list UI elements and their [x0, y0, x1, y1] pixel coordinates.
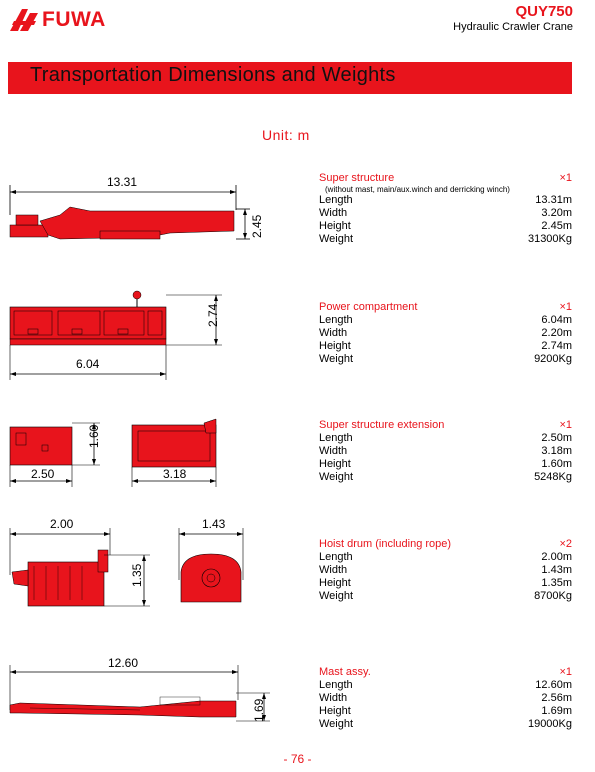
dim-drum-height: 1.35	[130, 563, 144, 587]
dim-super-length: 13.31	[107, 175, 138, 189]
spec-label: Weight	[319, 353, 354, 365]
page-title: Transportation Dimensions and Weights	[30, 64, 396, 86]
spec-value: 2.56m	[541, 692, 572, 704]
dim-power-height: 2.74	[206, 303, 220, 327]
spec-value: 3.20m	[541, 207, 572, 219]
spec-qty: ×1	[559, 301, 572, 313]
spec-label: Length	[319, 432, 353, 444]
spec-value: 19000Kg	[527, 718, 572, 730]
spec-note: (without mast, main/aux.winch and derricking winch)	[325, 185, 510, 194]
spec-value: 31300Kg	[527, 233, 572, 245]
spec-value: 2.50m	[541, 432, 572, 444]
dim-super-height: 2.45	[250, 214, 264, 238]
unit-label: Unit: m	[262, 127, 310, 143]
spec-mast-assy	[319, 666, 572, 731]
spec-label: Height	[319, 458, 351, 470]
product-name: Hydraulic Crawler Crane	[453, 21, 573, 33]
spec-label: Height	[319, 340, 351, 352]
spec-label: Width	[319, 564, 348, 576]
spec-label: Height	[319, 705, 351, 717]
brand-name: FUWA	[42, 8, 106, 31]
spec-value: 1.69m	[541, 705, 572, 717]
dim-ext-height: 1.60	[87, 424, 101, 448]
spec-value: 1.60m	[541, 458, 572, 470]
spec-value: 9200Kg	[534, 353, 572, 365]
model-number: QUY750	[515, 3, 573, 20]
spec-value: 8700Kg	[534, 590, 572, 602]
spec-title: Super structure	[319, 172, 395, 184]
spec-label: Weight	[319, 471, 354, 483]
spec-super-structure	[319, 172, 572, 246]
spec-qty: ×2	[559, 538, 572, 550]
spec-title: Mast assy.	[319, 666, 371, 678]
spec-label: Length	[319, 194, 353, 206]
dim-drum-width: 1.43	[202, 517, 226, 531]
spec-value: 5248Kg	[534, 471, 572, 483]
spec-value: 6.04m	[541, 314, 572, 326]
spec-qty: ×1	[559, 666, 572, 678]
brand-logo	[8, 6, 118, 34]
spec-value: 3.18m	[541, 445, 572, 457]
dim-ext-length: 2.50	[31, 467, 55, 481]
spec-value: 2.45m	[541, 220, 572, 232]
spec-title: Power compartment	[319, 301, 418, 313]
dim-mast-length: 12.60	[108, 656, 139, 670]
spec-power-compartment	[319, 301, 572, 366]
dim-mast-height: 1.69	[252, 698, 266, 722]
spec-label: Height	[319, 220, 351, 232]
spec-label: Length	[319, 551, 353, 563]
power-compartment-drawing	[0, 285, 240, 385]
spec-label: Width	[319, 445, 348, 457]
dim-drum-length: 2.00	[50, 517, 74, 531]
spec-value: 1.35m	[541, 577, 572, 589]
spec-title: Hoist drum (including rope)	[319, 538, 452, 550]
spec-value: 12.60m	[535, 679, 572, 691]
spec-qty: ×1	[559, 172, 572, 184]
hoist-drum-front-drawing	[175, 520, 255, 610]
dim-power-length: 6.04	[76, 357, 100, 371]
spec-value: 13.31m	[535, 194, 572, 206]
spec-label: Weight	[319, 718, 354, 730]
spec-label: Width	[319, 692, 348, 704]
spec-label: Weight	[319, 233, 354, 245]
spec-label: Weight	[319, 590, 354, 602]
spec-value: 1.43m	[541, 564, 572, 576]
spec-label: Width	[319, 327, 348, 339]
spec-value: 2.20m	[541, 327, 572, 339]
spec-label: Length	[319, 314, 353, 326]
spec-label: Width	[319, 207, 348, 219]
spec-title: Super structure extension	[319, 419, 445, 431]
spec-value: 2.00m	[541, 551, 572, 563]
spec-value: 2.74m	[541, 340, 572, 352]
page-number: - 76 -	[283, 752, 312, 766]
fuwa-logo-icon	[8, 7, 40, 33]
spec-qty: ×1	[559, 419, 572, 431]
spec-hoist-drum	[319, 538, 572, 603]
dim-ext-width: 3.18	[163, 467, 187, 481]
spec-label: Length	[319, 679, 353, 691]
spec-superstructure-extension	[319, 419, 572, 484]
spec-label: Height	[319, 577, 351, 589]
